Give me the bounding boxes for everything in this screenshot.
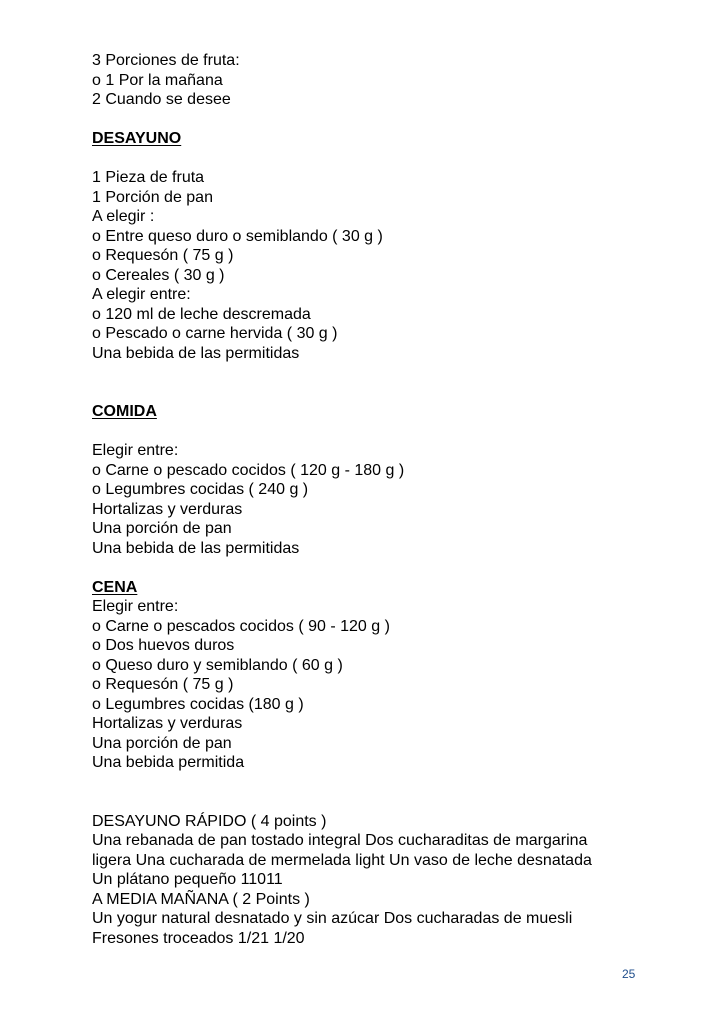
rapido-line: A MEDIA MAÑANA ( 2 Points ): [92, 890, 310, 908]
page-content: [92, 51, 692, 948]
comida-line: Hortalizas y verduras: [92, 500, 243, 518]
comida-line: Una bebida de las permitidas: [92, 539, 300, 557]
comida-line: Una porción de pan: [92, 520, 232, 537]
cena-line: o Legumbres cocidas (180 g ): [92, 695, 304, 713]
rapido-line: Un yogur natural desnatado y sin azúcar Dos cucharadas de muesli: [92, 910, 573, 927]
comida-line: o Carne o pescado cocidos ( 120 g - 180 g ): [92, 461, 405, 479]
cena-line: Una porción de pan: [92, 734, 232, 752]
comida-line: Elegir entre:: [92, 442, 179, 459]
rapido-line: ligera Una cucharada de mermelada light Un vaso de leche desnatada: [92, 851, 592, 869]
spacer: [92, 773, 692, 812]
intro-line: 3 Porciones de fruta:: [92, 52, 240, 69]
rapido-line: Una rebanada de pan tostado integral Dos cucharaditas de margarina: [92, 832, 588, 849]
cena-line: o Queso duro y semiblando ( 60 g ): [92, 656, 343, 674]
spacer: [92, 149, 692, 169]
desayuno-line: 1 Pieza de fruta: [92, 169, 205, 186]
rapido-line: DESAYUNO RÁPIDO ( 4 points ): [92, 812, 327, 830]
desayuno-line: A elegir entre:: [92, 286, 191, 303]
spacer: [92, 110, 692, 130]
comida-line: o Legumbres cocidas ( 240 g ): [92, 481, 309, 498]
cena-line: Hortalizas y verduras: [92, 715, 243, 732]
intro-line: o 1 Por la mañana: [92, 71, 223, 89]
desayuno-line: o 120 ml de leche descremada: [92, 305, 311, 323]
spacer: [92, 558, 692, 578]
desayuno-line: o Entre queso duro o semiblando ( 30 g ): [92, 227, 383, 245]
cena-section: [92, 578, 692, 773]
desayuno-line: 1 Porción de pan: [92, 188, 213, 206]
page-number: 25: [622, 967, 636, 981]
desayuno-line: o Pescado o carne hervida ( 30 g ): [92, 325, 338, 342]
cena-line: o Carne o pescados cocidos ( 90 - 120 g ): [92, 617, 390, 635]
desayuno-line: o Cereales ( 30 g ): [92, 266, 225, 284]
desayuno-rapido-section: [92, 812, 692, 949]
rapido-line: Un plátano pequeño 11011: [92, 871, 283, 888]
desayuno-line: A elegir :: [92, 208, 155, 225]
desayuno-line: Una bebida de las permitidas: [92, 344, 300, 362]
cena-line: o Requesón ( 75 g ): [92, 676, 234, 693]
rapido-line: Fresones troceados 1/21 1/20: [92, 929, 305, 947]
cena-heading: CENA: [92, 578, 138, 596]
intro-block: [92, 51, 692, 110]
cena-line: Elegir entre:: [92, 598, 179, 615]
desayuno-heading: DESAYUNO: [92, 130, 182, 147]
cena-line: o Dos huevos duros: [92, 637, 235, 654]
comida-heading: COMIDA: [92, 403, 157, 420]
cena-line: Una bebida permitida: [92, 754, 245, 771]
desayuno-section: [92, 129, 692, 363]
intro-line: 2 Cuando se desee: [92, 91, 231, 108]
spacer: [92, 363, 692, 402]
comida-section: [92, 402, 692, 558]
spacer: [92, 422, 692, 442]
desayuno-line: o Requesón ( 75 g ): [92, 247, 234, 264]
